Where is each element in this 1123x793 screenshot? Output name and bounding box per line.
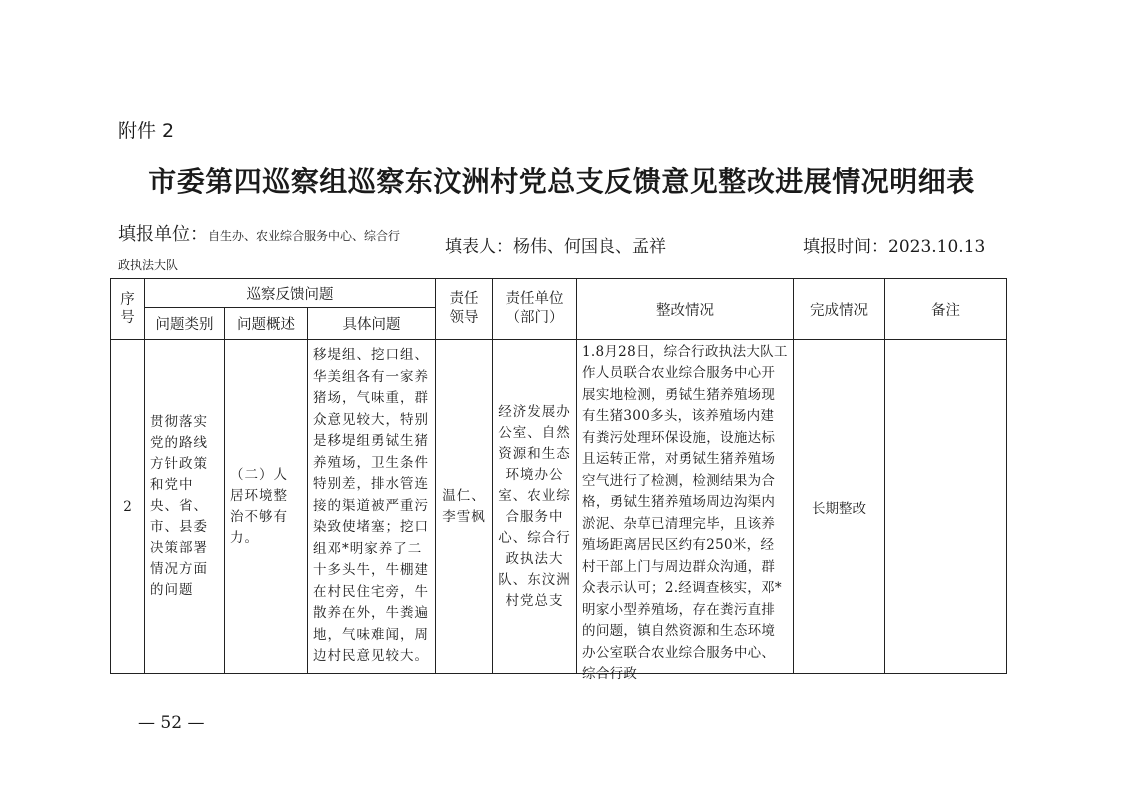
cell-remark xyxy=(885,340,1007,674)
filler-name: 填表人：杨伟、何国良、孟祥 xyxy=(445,237,666,257)
cell-category: 贯彻落实党的路线方针政策和党中央、省、市、县委决策部署情况方面的问题 xyxy=(145,340,225,674)
header-summary: 问题概述 xyxy=(225,308,308,340)
fill-unit xyxy=(118,220,400,246)
fill-time: 填报时间：2023.10.13 xyxy=(803,237,986,257)
cell-leader: 温仁、李雪枫 xyxy=(436,340,493,674)
table-row xyxy=(111,340,1007,674)
header-category: 问题类别 xyxy=(145,308,225,340)
header-leader: 责任领导 xyxy=(436,279,493,340)
cell-rectify: 1.8月28日，综合行政执法大队工作人员联合农业综合服务中心开展实地检测，勇铽生猪养殖场现有生猪300多头，该养殖场内建有粪污处理环保设施，设施达标且运转正常，对勇铽生猪养殖场空气进行了检测，检测结果为合格，勇铽生猪养殖场周边沟渠内淤泥、杂草已清理完毕，且该养殖场距离居民区约有250米，经村干部上门与周边群众沟通，群众表示认可；2.经调查核实，邓*明家小型养殖场，存在粪污直排的问题，镇自然资源和生态环境办公室联合农业综合服务中心、综合行政 xyxy=(577,340,794,674)
fill-unit-label: 填报单位： xyxy=(118,224,208,245)
cell-status: 长期整改 xyxy=(794,340,885,674)
fill-unit-value-cont: 政执法大队 xyxy=(118,258,179,272)
page-number: — 52 — xyxy=(138,713,205,733)
header-unit: 责任单位（部门） xyxy=(493,279,577,340)
cell-summary: （二）人居环境整治不够有力。 xyxy=(225,340,308,674)
header-no: 序号 xyxy=(111,279,145,340)
header-rectify: 整改情况 xyxy=(577,279,794,340)
header-detail: 具体问题 xyxy=(308,308,436,340)
rectification-table xyxy=(110,278,1007,682)
attachment-label: 附件 2 xyxy=(118,120,175,142)
cell-detail: 移堤组、挖口组、华美组各有一家养猪场，气味重，群众意见较大，特别是移堤组勇铽生猪养殖场，卫生条件特别差，排水管连接的渠道被严重污染致使堵塞；挖口组邓*明家养了二十多头牛，牛棚建在村民住宅旁，牛散养在外，牛粪遍地，气味难闻，周边村民意见较大。 xyxy=(308,340,436,674)
fill-unit-value: 自生办、农业综合服务中心、综合行 xyxy=(208,229,401,243)
header-status: 完成情况 xyxy=(794,279,885,340)
header-remark: 备注 xyxy=(885,279,1007,340)
cell-no: 2 xyxy=(111,340,145,674)
document-title: 市委第四巡察组巡察东汶洲村党总支反馈意见整改进展情况明细表 xyxy=(148,165,975,198)
header-feedback-group: 巡察反馈问题 xyxy=(145,279,436,308)
cell-unit: 经济发展办公室、自然资源和生态环境办公室、农业综合服务中心、综合行政执法大队、东汶洲村党总支 xyxy=(493,340,577,674)
